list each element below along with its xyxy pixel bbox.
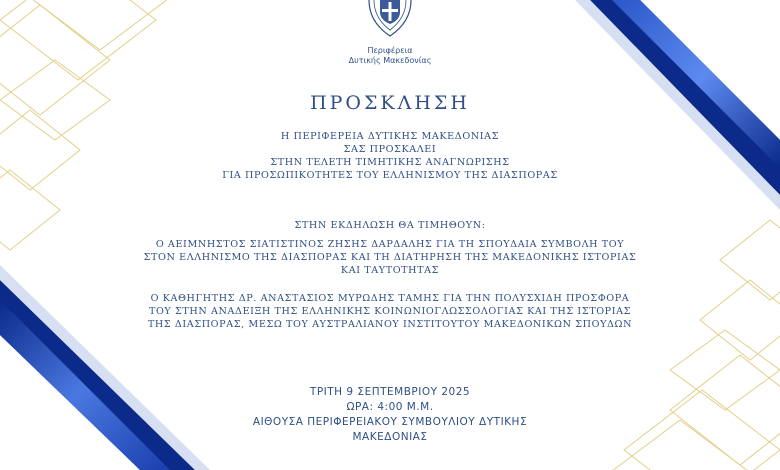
honoree-line: ΚΑΙ ΤΑΥΤΟΤΗΤΑΣ — [340, 265, 440, 276]
region-name — [290, 46, 490, 66]
honoree-line: Ο ΚΑΘΗΓΗΤΗΣ ΔΡ. ΑΝΑΣΤΑΣΙΟΣ ΜΥΡΩΔΗΣ ΤΑΜΗΣ ΓΙΑ ΤΗΝ ΠΟΛΥΣΧΙΔΗ ΠΡΟΣΦΟΡΑ — [150, 293, 630, 304]
event-venue: ΑΙΘΟΥΣΑ ΠΕΡΙΦΕΡΕΙΑΚΟΥ ΣΥΜΒΟΥΛΙΟΥ ΔΥΤΙΚΗΣ — [252, 416, 528, 428]
honoree-dardalis — [90, 238, 690, 277]
event-details — [140, 385, 640, 445]
honoree-line: ΤΟΥ ΣΤΗΝ ΑΝΑΔΕΙΞΗ ΤΗΣ ΕΛΛΗΝΙΚΗΣ ΚΟΙΝΩΝΙΟΓΛΩΣΣΟΛΟΓΙΑΣ ΚΑΙ ΤΗΣ ΙΣΤΟΡΙΑΣ — [148, 306, 632, 317]
greek-coat-of-arms-icon — [363, 0, 417, 38]
honor-heading: ΣΤΗΝ ΕΚΔΗΛΩΣΗ ΘΑ ΤΙΜΗΘΟΥΝ: — [294, 220, 486, 231]
region-name-line: Περιφέρεια — [367, 46, 413, 55]
page-title: ΠΡΟΣΚΛΗΣΗ — [310, 92, 470, 114]
honoree-line: ΣΤΟΝ ΕΛΛΗΝΙΣΜΟ ΤΗΣ ΔΙΑΣΠΟΡΑΣ ΚΑΙ ΤΗ ΔΙΑΤΗΡΗΣΗ ΤΗΣ ΜΑΚΕΔΟΝΙΚΗΣ ΙΣΤΟΡΙΑΣ — [143, 252, 637, 263]
event-date: ΤΡΙΤΗ 9 ΣΕΠΤΕΜΒΡΙΟΥ 2025 — [309, 386, 471, 398]
event-time: ΩΡΑ: 4:00 Μ.Μ. — [346, 401, 434, 413]
honoree-line: ΤΗΣ ΔΙΑΣΠΟΡΑΣ, ΜΕΣΩ ΤΟΥ ΑΥΣΤΡΑΛΙΑΝΟΥ ΙΝΣΤΙΤΟΥΤΟΥ ΜΑΚΕΔΟΝΙΚΩΝ ΣΠΟΥΔΩΝ — [147, 319, 633, 330]
intro-line: ΓΙΑ ΠΡΟΣΩΠΙΚΟΤΗΤΕΣ ΤΟΥ ΕΛΛΗΝΙΣΜΟΥ ΤΗΣ ΔΙΑΣΠΟΡΑΣ — [222, 170, 558, 181]
honoree-tamis — [90, 292, 690, 331]
intro-line: ΣΤΗΝ ΤΕΛΕΤΗ ΤΙΜΗΤΙΚΗΣ ΑΝΑΓΝΩΡΙΣΗΣ — [270, 157, 510, 168]
intro-line: ΣΑΣ ΠΡΟΣΚΑΛΕΙ — [343, 144, 437, 155]
region-name-line: Δυτικής Μακεδονίας — [348, 56, 432, 65]
invitation-intro — [90, 130, 690, 182]
event-venue: ΜΑΚΕΔΟΝΙΑΣ — [352, 431, 428, 443]
intro-line: Η ΠΕΡΙΦΕΡΕΙΑ ΔΥΤΙΚΗΣ ΜΑΚΕΔΟΝΙΑΣ — [280, 131, 500, 142]
honoree-line: Ο ΑΕΙΜΝΗΣΤΟΣ ΣΙΑΤΙΣΤΙΝΟΣ ΖΗΣΗΣ ΔΑΡΔΑΛΗΣ ΓΙΑ ΤΗ ΣΠΟΥΔΑΙΑ ΣΥΜΒΟΛΗ ΤΟΥ — [155, 239, 625, 250]
